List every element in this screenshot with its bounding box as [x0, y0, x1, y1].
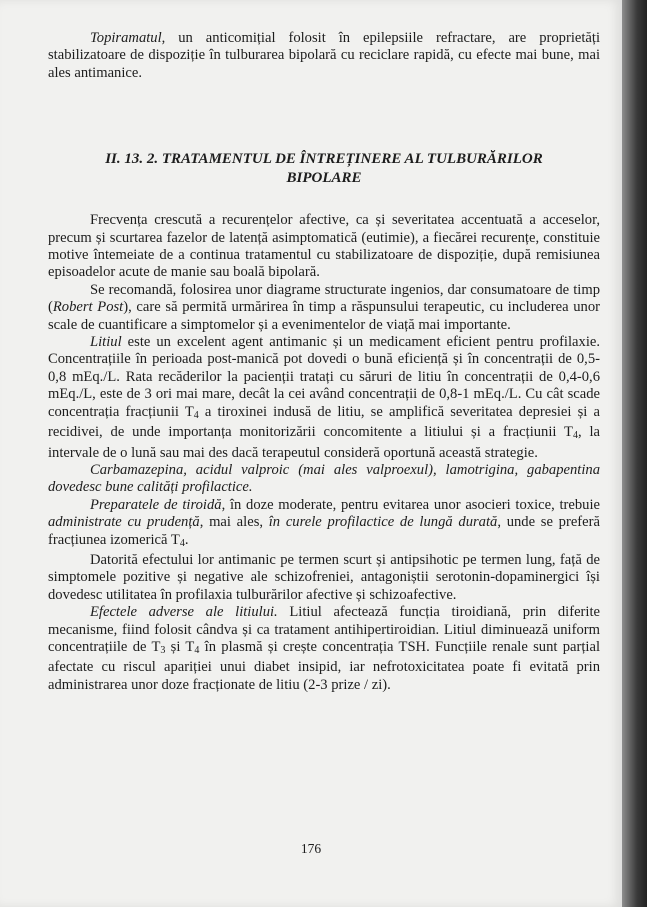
intro-paragraph: Topiramatul, un anticomițial folosit în epilepsiile refractare, are proprietăți stabilizatoare de dispoziție în tulburarea bipolară cu reciclare rapidă, cu efecte mai bune, mai ales antimanice. [48, 30, 600, 81]
book-binding-shadow [622, 0, 647, 907]
section-heading-line-1: II. 13. 2. TRATAMENTUL DE ÎNTREȚINERE AL TULBURĂRILOR [105, 151, 543, 168]
paragraph-thyroid: Preparatele de tiroidă, în doze moderate, pentru evitarea unor asocieri toxice, trebuie administrate cu prudență, mai ales, în curele profilactice de lungă durată, unde se preferă fracțiunea izomerică $T_4$. [48, 496, 600, 549]
paragraph-anticonvulsants: Carbamazepina, acidul valproic (mai ales valproexul), lamotrigina, gabapentina dovedesc bune calități profilactice. [48, 461, 600, 496]
section-heading-line-2: BIPOLARE [286, 170, 362, 187]
paragraph-side-effects: Efectele adverse ale litiului. Litiul afectează funcția tiroidiană, prin diferite mecanisme, fiind folosit cândva și ca tratament antihipertiroidian. Litiul diminuează uniform concentrațiile de $T_3$ și $T_4$ în plasmă și crește concentrația TSH. Funcțiile renale sunt parțial afectate cu riscul apariției unui diabet insipid, iar nefrotoxicitatea poate fi evitată prin administrarea unor doze fracționate de litiu (2-3 prize / zi). [48, 604, 601, 693]
paragraph-diagrams: Se recomandă, folosirea unor diagrame structurate ingenios, dar consumatoare de timp (Robert Post), care să permită urmărirea în timp a răspunsului terapeutic, cu includerea unor scale de cuantificare a simptomelor și a evenimentelor de viață mai importante. [48, 281, 600, 333]
drug-name-topiramat: Topiramatul [90, 30, 162, 46]
paragraph-recurrence: Frecvența crescută a recurențelor afective, ca și severitatea accentuată a acceselor, precum și scurtarea fazelor de latență asimptomatică (eutimie), a fiecărei recurențe, constituie motive întemeiate de a continua tratamentul cu stabilizatoare de dispoziție, după remisiunea episoadelor acute de manie sau boală bipolară. [48, 212, 600, 281]
paragraph-antagonists: Datorită efectului lor antimanic pe termen scurt și antipsihotic pe termen lung, față de simptomele pozitive și negative ale schizofreniei, antagoniștii serotonin-dopaminergici își dovedesc utilitatea în profilaxia tulburărilor afective și schizoafective. [48, 551, 600, 603]
author-name: Robert Post [52, 299, 124, 316]
page-number: 176 [300, 841, 322, 856]
paragraph-lithium: Litiul este un excelent agent antimanic și un medicament eficient pentru profilaxie. Concentrațiile în perioada post-manică pot dovedi o bună eficiență și în concentrații de 0,5-0,8 mEq./L. Rata recăderilor la pacienții tratați cu săruri de litiu în concentrații de 0,4-0,6 mEq./L, este de 3 ori mai mare, decât la cei având concentrații de 0,8-1 mEq./L. Cu cât scade concentrația fracțiunii $T_4$ a tiroxinei indusă de litiu, se amplifică severitatea depresiei și a recidivei, de unde importanța monitorizării concomitente a litiului și a fracțiunii $T_4$, la intervale de o lună sau mai des dacă terapeutul consideră oportună această strategie. [48, 334, 600, 461]
section-heading [48, 150, 600, 188]
term-litiul: Litiul [90, 334, 122, 351]
page-text [48, 30, 600, 694]
term-side-effects: Efectele adverse ale litiului. [90, 604, 278, 621]
